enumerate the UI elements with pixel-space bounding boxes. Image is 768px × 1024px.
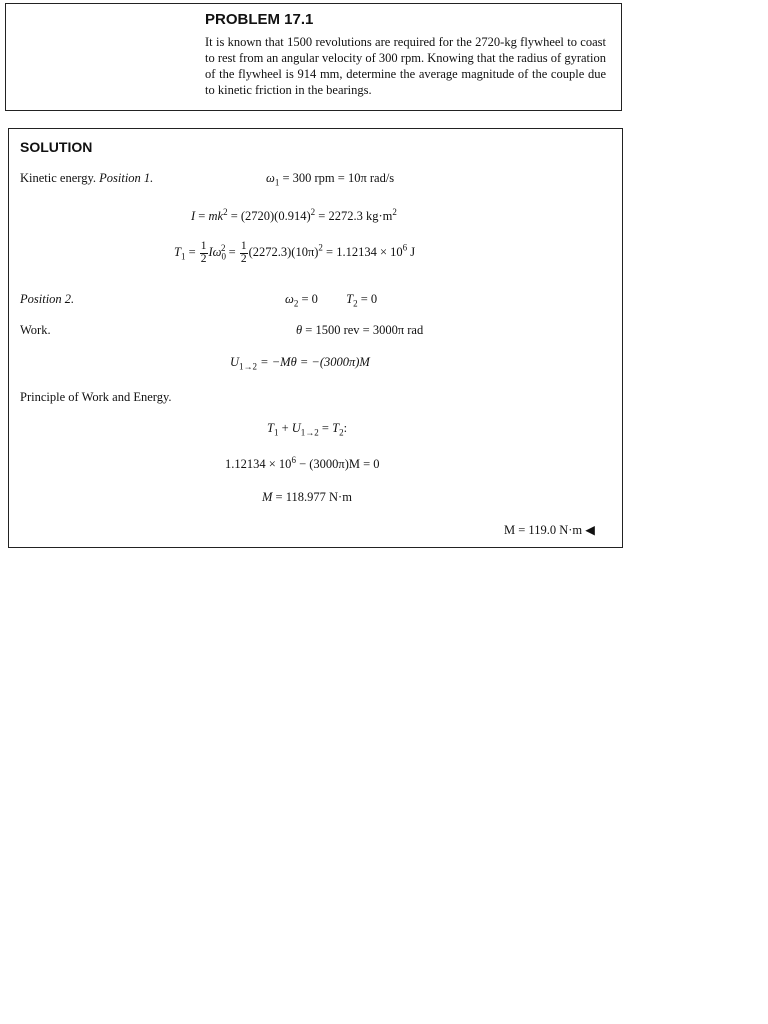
solution-box [8, 128, 623, 548]
final-answer: M = 119.0 N·m ◀ [504, 523, 595, 537]
problem-title: PROBLEM 17.1 [205, 11, 314, 28]
omega1-equation: $\omega_1 = 300$ rpm = 10π rad/s [266, 171, 395, 188]
principle-label: Principle of Work and Energy. [20, 390, 172, 404]
position2-equations: $\omega_2 = 0$ $T_2 = 0$ [285, 292, 378, 309]
work-energy-equation: $T_1 + U_{1\to 2} = T_2$: [267, 421, 348, 438]
theta-equation: θ = 1500 rev = 3000π rad [296, 323, 424, 337]
work-label: Work. [20, 323, 51, 337]
moment-result: M = 118.977 N·m [262, 490, 352, 504]
moment-of-inertia-equation: $I = mk^2 = (2720)(0.914)^2 = 2272.3$ $kg\cdot m^2$ [191, 207, 397, 224]
solution-heading: SOLUTION [20, 139, 93, 155]
position2-label: Position 2. [20, 292, 75, 306]
work-equation: $U_{1\to 2} = -M\theta = -(3000\pi)M$ [230, 355, 370, 372]
t1-equation: $T_1$ = $\frac{1}{2}$ $I\omega_0^2$ = $\frac{1}{2}$ $(2272.3)(10\pi)^2 = 1.12134 \times 10^6$ J [174, 240, 416, 265]
problem-statement: It is known that 1500 revolutions are required for the 2720-kg flywheel to coast to rest from an angular velocity of 300 rpm. Knowing that the radius of gyration of the flywheel is 914 mm, determine the average magnitude of the couple due to kinetic friction in the bearings. [205, 35, 606, 97]
energy-balance-equation: $1.12134 \times 10^6 - (3000\pi)M = 0$ [225, 455, 380, 472]
kinetic-energy-label: Kinetic energy. Position 1. [20, 171, 154, 185]
